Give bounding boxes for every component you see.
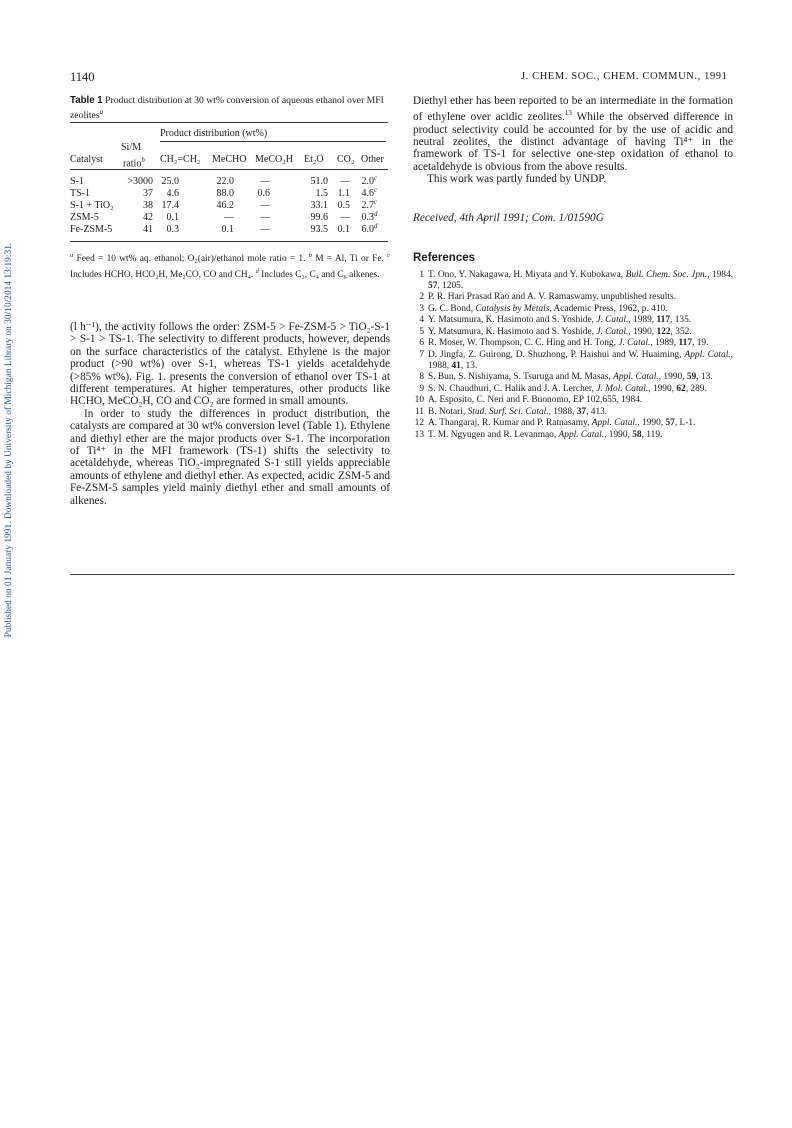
download-watermark-text: Published on 01 January 1991. Downloaded by University of Michigan Library on 30/10/2014 13:19:31.: [4, 242, 14, 638]
table-bottom-rule: [70, 241, 388, 242]
reference-number: 8: [419, 372, 424, 383]
reference-journal: J. Mol. Catal.: [596, 383, 649, 394]
reference-authors: S. N. Chaudhuri, C. Halik and J. A. Lercher,: [428, 383, 597, 394]
reference-journal: Bull. Chem. Soc. Jpn.: [625, 270, 708, 280]
table-col-ethylene: CH₂=CH₂: [160, 154, 201, 165]
table-cell: 42: [143, 212, 153, 223]
table-cell: —: [260, 224, 270, 235]
table-cell: 41: [143, 224, 153, 235]
reference-number: 12: [414, 418, 424, 429]
reference-volume: 58: [632, 429, 642, 440]
table-cell: 0.6: [257, 188, 270, 199]
reference-pages: , 352.: [670, 326, 692, 337]
table-cell: 99.6: [310, 212, 328, 223]
table-cell-mark: d: [374, 210, 378, 218]
table-cell: 1.1: [337, 188, 350, 199]
reference-year: , 1989,: [650, 338, 679, 349]
table-cell: 22.0: [216, 176, 234, 187]
reference-volume: 57: [428, 280, 438, 291]
reference-pages: , 1205.: [437, 280, 464, 291]
table-col-catalyst: Catalyst: [70, 154, 103, 165]
table-cell: 93.5: [310, 224, 328, 235]
reference-year: , 1990,: [604, 429, 633, 440]
table-col-meco2h: MeCO₂H: [255, 154, 293, 165]
table-col-et2o: Et₂O: [304, 154, 324, 165]
table-cell: 88.0: [216, 188, 234, 199]
reference-journal: Appl. Catal.: [558, 429, 605, 440]
table-group-rule: [160, 141, 386, 142]
table-cell: 38: [143, 200, 153, 211]
reference-item: [413, 395, 733, 406]
table-footnote: $^a$ Feed = 10 wt% aq. ethanol; O₂(air)/ethanol mole ratio = 1. $^b$ M = Al, Ti or Fe. $^c$ Includes HCHO, HCO₂H, Me₂CO, CO and CH₄. $^d$ Includes C₃, C₄ and C₆ alkenes.: [70, 252, 390, 280]
reference-number: 3: [419, 303, 424, 314]
table-cell: Fe-ZSM-5: [70, 224, 113, 235]
reference-volume: 62: [676, 383, 686, 394]
reference-item: [413, 338, 733, 349]
page-bottom-rule: [70, 574, 735, 575]
acknowledgement: This work was partly funded by UNDP.: [427, 173, 607, 186]
reference-number: 10: [414, 395, 424, 406]
reference-year: , 1990,: [637, 418, 666, 429]
reference-authors: R. Moser, W. Thompson, C. C. Hing and H. Tong,: [428, 338, 619, 349]
reference-journal: Appl. Catal.: [684, 349, 731, 360]
reference-authors: G. C. Bond,: [428, 303, 476, 314]
reference-journal: J. Catal.: [596, 326, 629, 337]
table-col-other: Other: [361, 154, 384, 165]
table-cell-mark: c: [374, 174, 378, 182]
table-cell: S-1: [70, 176, 84, 187]
reference-volume: 122: [656, 326, 671, 337]
table-col-mecho: MeCHO: [212, 154, 247, 165]
reference-pages: , 289.: [685, 383, 707, 394]
table-cell-mark: c: [374, 198, 378, 206]
download-watermark: [2, 200, 16, 680]
table-cell: —: [340, 212, 350, 223]
reference-pages: , 13.: [696, 372, 713, 383]
reference-journal: Stud. Surf. Sci. Catal.: [467, 406, 549, 417]
body-paragraph: Diethyl ether has been reported to be an intermediate in the formation of ethylene over acidic zeolites.$^{13}$ While the observed difference in product selectivity could be accounted for by the use of acidic and neutral zeolites, the distinct advantage of having Ti⁴⁺ in the framework of TS-1 for selective one-step oxidation of ethanol to acetaldehyde is obvious from the above results.: [413, 95, 733, 173]
left-column-body: [70, 321, 390, 507]
table-col-ratio: ratio$^b$: [123, 156, 145, 170]
table-cell: 6.0: [361, 224, 374, 235]
table-cell: 0.5: [337, 200, 350, 211]
reference-number: 6: [419, 338, 424, 349]
reference-journal: J. Catal.: [596, 315, 629, 326]
table-cell: 1.5: [315, 188, 328, 199]
received-line: Received, 4th April 1991; Com. 1/01590G: [413, 212, 604, 224]
reference-number: 7: [419, 349, 424, 360]
reference-authors: A. Esposito, C. Neri and F. Buonomo, EP 102,655, 1984.: [428, 395, 643, 406]
reference-authors: D. Jingfa, Z. Guirong, D. Shuzhong, P. Haishui and W. Huaiming,: [428, 349, 685, 360]
reference-pages: , 13.: [460, 360, 478, 371]
table-cell: 51.0: [310, 176, 328, 187]
reference-authors: P. R. Hari Prasad Rao and A. V. Ramaswamy, unpublished results.: [428, 292, 676, 303]
reference-journal: Appl. Catal.: [613, 372, 659, 383]
reference-year: , 1990,: [628, 326, 657, 337]
table-cell: 2.0: [361, 176, 374, 187]
body-paragraph: In order to study the differences in product distribution, the catalysts are compared at 30 wt% conversion level (Table 1). Ethylene and diethyl ether are the major products over S-1. The incorporation of Ti⁴⁺ in the MFI framework (TS-1) shifts the selectivity to acetaldehyde, whereas TiO₂-impregnated S-1 still yields appreciable amounts of ethylene and diethyl ether. As expected, acidic ZSM-5 and Fe-ZSM-5 samples yield mainly diethyl ether and small amounts of alkenes.: [70, 407, 390, 507]
reference-item: [413, 430, 733, 441]
table-cell: 46.2: [216, 200, 234, 211]
table-group-header: Product distribution (wt%): [160, 128, 268, 139]
table-cell-mark: d: [374, 222, 378, 230]
table-cell: —: [260, 212, 270, 223]
reference-pages: , 135.: [670, 315, 692, 326]
reference-volume: 117: [656, 315, 671, 326]
table-cell: S-1 + TiO₂: [70, 200, 114, 211]
table-cell: 25.0: [161, 176, 179, 187]
table-cell: —: [260, 176, 270, 187]
reference-authors: Y. Matsumura, K. Hasimoto and S. Yoshide,: [428, 315, 597, 326]
reference-year: , 1990,: [658, 372, 687, 383]
reference-item: [413, 418, 733, 429]
table-col-ratio-top: Si/M: [121, 142, 142, 153]
reference-authors: Y. Matsumura, K. Hasimoto and S. Yoshide,: [428, 326, 597, 337]
reference-item: [413, 350, 733, 372]
table-caption-text: Product distribution at 30 wt% conversion of aqueous ethanol over MFI zeolites: [70, 95, 384, 122]
page-number: 1140: [70, 70, 95, 84]
table-cell: 0.1: [166, 212, 179, 223]
reference-volume: 57: [665, 418, 675, 429]
reference-year: , 1988,: [428, 349, 733, 371]
reference-volume: 117: [678, 338, 693, 349]
table-cell: ZSM-5: [70, 212, 99, 223]
running-header: J. CHEM. SOC., CHEM. COMMUN., 1991: [521, 71, 728, 82]
table-cell: —: [340, 176, 350, 187]
reference-journal: J. Catal.: [618, 338, 651, 349]
table-cell: TS-1: [70, 188, 90, 199]
table-cell: 0.1: [221, 224, 234, 235]
reference-item: [413, 327, 733, 338]
table-cell: 0.1: [337, 224, 350, 235]
reference-authors: A. Thangaraj, R. Kumar and P. Ratnasamy,: [428, 418, 592, 429]
table-cell: 4.6: [361, 188, 374, 199]
reference-pages: , L-1.: [674, 418, 696, 429]
reference-year: , 1984,: [707, 270, 734, 280]
table-cell: 2.7: [361, 200, 374, 211]
reference-authors: B. Notari,: [428, 406, 468, 417]
reference-number: 4: [419, 315, 424, 326]
table-cell: 17.4: [161, 200, 179, 211]
table-cell: 37: [143, 188, 153, 199]
reference-pages: , 19.: [692, 338, 709, 349]
reference-item: [413, 372, 733, 383]
reference-number: 1: [419, 270, 424, 280]
reference-volume: 59: [686, 372, 697, 383]
reference-journal: Appl. Catal.: [591, 418, 638, 429]
reference-volume: 37: [576, 406, 587, 417]
reference-item: [413, 315, 733, 326]
table-cell: 0.3: [166, 224, 179, 235]
table-cell: 0.3: [361, 212, 374, 223]
reference-year: , 1989,: [628, 315, 657, 326]
references-heading: References: [413, 252, 476, 264]
table-caption: Table 1 Product distribution at 30 wt% conversion of aqueous ethanol over MFI zeolites$^a$: [70, 95, 384, 122]
table-cell-mark: c: [374, 186, 378, 194]
reference-authors: T. M. Ngyugen and R. Levanmao,: [428, 429, 559, 440]
reference-item: [413, 304, 733, 315]
table-cell: —: [260, 200, 270, 211]
reference-authors: T. Ono, Y. Nakagawa, H. Miyata and Y. Kubokawa,: [428, 270, 626, 280]
reference-pages: , 119.: [641, 429, 663, 440]
reference-journal: Catalysis by Metals: [475, 303, 550, 314]
reference-year: , 1990,: [648, 383, 677, 394]
reference-pages: , 413.: [586, 406, 608, 417]
reference-number: 2: [419, 292, 424, 303]
reference-number: 5: [419, 326, 424, 337]
table-cell: >3000: [127, 176, 153, 187]
reference-number: 13: [414, 429, 424, 440]
right-column-body: [413, 95, 733, 186]
table-cell: —: [224, 212, 234, 223]
reference-item: [413, 407, 733, 418]
body-paragraph: (l h⁻¹), the activity follows the order: ZSM-5 > Fe-ZSM-5 > TiO₂-S-1 > S-1 > TS-1. The selectivity to different products, however, depends on the surface characteristics of the catalyst. Ethylene is the major product (>90 wt%) over S-1, whereas TS-1 yields acetaldehyde (>85% wt%). Fig. 1. presents the conversion of ethanol over TS-1 at different temperatures. At higher temperatures, other products like HCHO, MeCO₂H, CO and CO₂ are formed in small amounts.: [70, 321, 390, 408]
reference-authors: S. Bun, S. Nishiyama, S. Tsuruga and M. Masas,: [428, 372, 614, 383]
table-label: Table 1: [70, 95, 103, 106]
reference-year: , 1988,: [548, 406, 577, 417]
reference-volume: 41: [451, 360, 461, 371]
table-top-rule: [70, 122, 388, 123]
reference-item: [413, 384, 733, 395]
reference-item: [413, 292, 733, 303]
reference-number: 11: [414, 406, 424, 417]
table-col-co2: CO₂: [337, 154, 355, 165]
references-list: [413, 270, 733, 441]
reference-year: , Academic Press, 1962, p. 410.: [549, 303, 668, 314]
reference-item: [413, 270, 733, 292]
table-cell: 4.6: [166, 188, 179, 199]
table-cell: 33.1: [310, 200, 328, 211]
table-header-rule: [70, 169, 388, 170]
reference-number: 9: [419, 383, 424, 394]
